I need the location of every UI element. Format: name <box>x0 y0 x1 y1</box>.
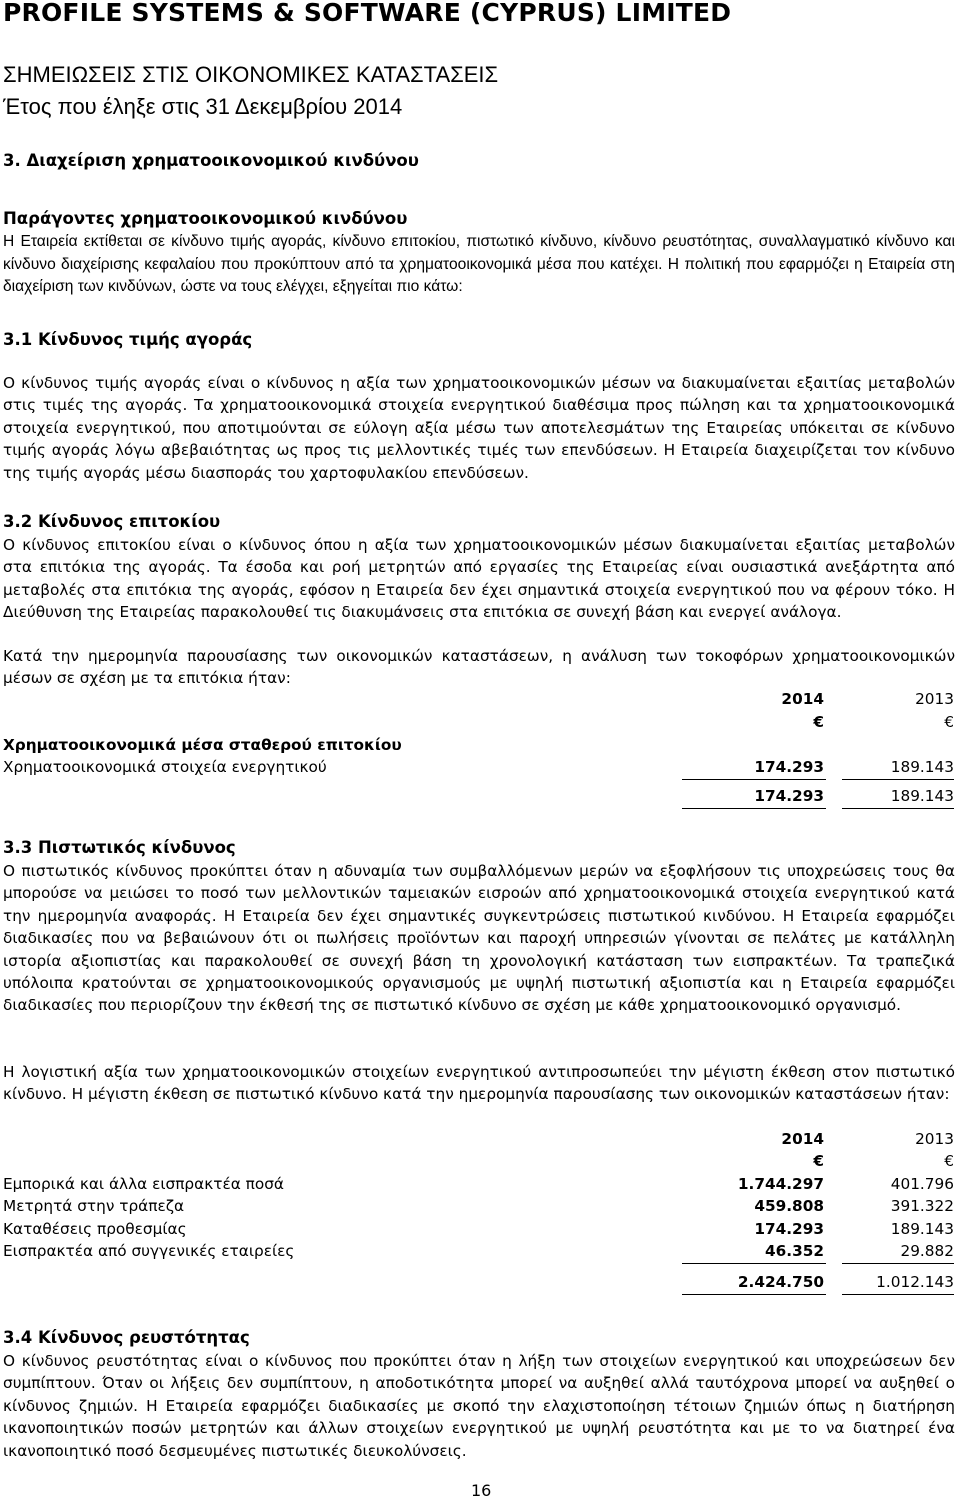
table-row-label: Εμπορικά και άλλα εισπρακτέα ποσά <box>3 1175 285 1193</box>
year-current-header: 2014 <box>781 690 824 708</box>
year-current-header: 2014 <box>781 1130 824 1148</box>
company-name: PROFILE SYSTEMS & SOFTWARE (CYPRUS) LIMITED <box>3 0 732 27</box>
table-row-label: Μετρητά στην τράπεζα <box>3 1197 185 1215</box>
section-3-4-body: Ο κίνδυνος ρευστότητας είναι ο κίνδυνος που προκύπτει όταν η λήξη των στοιχείων ενεργητικού και υποχρεώσεων δεν συμπίπτουν. Όταν οι λήξεις δεν συμπίπτουν, η αποδοτικότητα μπορεί να αυξηθεί αλλά ταυτόχρονα μπορεί να αυξηθεί ο κίνδυνος ζημιών. Η Εταιρεία εφαρμόζει διαδικασίες με σκοπό την ελαχιστοποίηση τέτοιων ζημιών όπως η διατήρηση ικανοποιητικών ποσών μετρητών και άλλων στοιχείων ενεργητικού με υψηλή ρευστότητα και με το να διατηρεί ένα ικανοποιητικό ποσό δεσμευμένες πιστωτικές διευκολύνσεις. <box>3 1352 955 1460</box>
period-line: Έτος που έληξε στις 31 Δεκεμβρίου 2014 <box>3 94 403 119</box>
section-3-1-title: 3.1 Κίνδυνος τιμής αγοράς <box>3 330 253 349</box>
table-row-prior: 29.882 <box>900 1242 954 1260</box>
table-row-current: 174.293 <box>754 758 824 776</box>
table-group-heading: Χρηματοοικονομικά μέσα σταθερού επιτοκίου <box>3 736 402 754</box>
table-row-label: Χρηματοοικονομικά στοιχεία ενεργητικού <box>3 758 327 776</box>
table-row-prior: 401.796 <box>890 1175 954 1193</box>
table-total-current: 174.293 <box>754 787 824 805</box>
currency-prior: € <box>944 713 954 731</box>
currency-current: € <box>813 713 824 731</box>
section-3-intro: Η Εταιρεία εκτίθεται σε κίνδυνο τιμής αγοράς, κίνδυνο επιτοκίου, πιστωτικό κίνδυνο, κίνδυνο ρευστότητας, συναλλαγματικό κίνδυνο και κίνδυνο διαχείρισης κεφαλαίου που προκύπτουν από τα χρηματοοικονομικά μέσα που κατέχει. Η πολιτική που εφαρμόζει η Εταιρεία στη διαχείριση των κινδύνων, ώστε να τους ελέγχει, εξηγείται πιο κάτω: <box>3 233 955 295</box>
row-underline-prior <box>842 1263 954 1264</box>
table-row-current: 174.293 <box>754 1220 824 1238</box>
total-underline-current <box>682 808 826 809</box>
section-3-4-title: 3.4 Κίνδυνος ρευστότητας <box>3 1328 250 1347</box>
section-3-3-body2: Η λογιστική αξία των χρηματοοικονομικών στοιχείων ενεργητικού αντιπροσωπεύει την μέγιστη έκθεση στον πιστωτικό κίνδυνο. Η μέγιστη έκθεση σε πιστωτικό κίνδυνο κατά την ημερομηνία παρουσίασης των οικονομικών καταστάσεων ήταν: <box>3 1063 955 1104</box>
currency-current: € <box>813 1152 824 1170</box>
page-number: 16 <box>471 1481 492 1500</box>
section-3-3-title: 3.3 Πιστωτικός κίνδυνος <box>3 838 236 857</box>
total-underline-prior <box>842 1294 954 1295</box>
table-row-label: Καταθέσεις προθεσμίας <box>3 1220 187 1238</box>
total-underline-current <box>682 1294 826 1295</box>
section-3-3-body: Ο πιστωτικός κίνδυνος προκύπτει όταν η αδυναμία των συμβαλλόμενων μερών να εξοφλήσουν τις υποχρεώσεις τους θα μπορούσε να μειώσει το ποσό των μελλοντικών ταμειακών εισροών από χρηματοοικονομικά στοιχεία ενεργητικού κατά την ημερομηνία αναφοράς. Η Εταιρεία δεν έχει σημαντικές συγκεντρώσεις πιστωτικού κινδύνου. Η Εταιρεία εφαρμόζει διαδικασίες που να βεβαιώνουν ότι οι πωλήσεις προϊόντων και παροχή υπηρεσιών γίνονται σε πελάτες με κατάλληλη ιστορία αξιοπιστίας και παρακολουθεί σε συνεχή βάση τη χρονολογική κατάσταση των εισπρακτέων. Τα τραπεζικά υπόλοιπα κρατούνται σε χρηματοοικονομικούς οργανισμούς με υψηλή πιστωτική αξιοπιστία και η Εταιρεία εφαρμόζει διαδικασίες που περιορίζουν την έκθεσή της σε πιστωτικό κίνδυνο σε σχέση με κάθε χρηματοοικονομικό οργανισμό. <box>3 862 955 1015</box>
table-row-current: 1.744.297 <box>737 1175 824 1193</box>
table-total-current: 2.424.750 <box>737 1273 824 1291</box>
section-3-2-body: Ο κίνδυνος επιτοκίου είναι ο κίνδυνος όπου η αξία των χρηματοοικονομικών μέσων διακυμαίνεται εξαιτίας μεταβολών στα επιτόκια της αγοράς. Τα έσοδα και ροή μετρητών από εργασίες της Εταιρείας είναι ουσιαστικά ανεξάρτητα από μεταβολές στα επιτόκια της αγοράς, εφόσον η Εταιρεία δεν έχει σημαντικά στοιχεία ενεργητικού που να φέρουν τόκο. Η Διεύθυνση της Εταιρείας παρακολουθεί τις διακυμάνσεις στα επιτόκια σε συνεχή βάση και ενεργεί ανάλογα. <box>3 536 955 622</box>
table-row-current: 46.352 <box>764 1242 824 1260</box>
section-3-1-body: Ο κίνδυνος τιμής αγοράς είναι ο κίνδυνος η αξία των χρηματοοικονομικών μέσων να διακυμαίνεται εξαιτίας μεταβολών στις τιμές της αγοράς. Τα χρηματοοικονομικά στοιχεία ενεργητικού διαθέσιμα προς πώληση και τα χρηματοοικονομικά στοιχεία ενεργητικού, που αποτιμούνται σε εύλογη αξία μέσω των αποτελεσμάτων της Εταιρείας υπόκειται σε κίνδυνο τιμής αγοράς λόγω αβεβαιότητας ως προς τις μελλοντικές τιμές των επενδύσεων. Η Εταιρεία διαχειρίζεται τον κίνδυνο της τιμής αγοράς μέσω διασποράς του χαρτοφυλακίου επενδύσεων. <box>3 374 955 482</box>
table-row-prior: 189.143 <box>890 1220 954 1238</box>
table-row-prior: 189.143 <box>890 758 954 776</box>
document-title: ΣΗΜΕΙΩΣΕΙΣ ΣΤΙΣ ΟΙΚΟΝΟΜΙΚΕΣ ΚΑΤΑΣΤΑΣΕΙΣ <box>3 62 499 87</box>
table-row-label: Εισπρακτέα από συγγενικές εταιρείες <box>3 1242 295 1260</box>
section-3-subtitle: Παράγοντες χρηματοοικονομικού κινδύνου <box>3 209 408 228</box>
section-3-2-title: 3.2 Κίνδυνος επιτοκίου <box>3 512 221 531</box>
section-3-title: 3. Διαχείριση χρηματοοικονομικού κινδύνου <box>3 151 419 170</box>
table-row-current: 459.808 <box>754 1197 824 1215</box>
table-row-prior: 391.322 <box>890 1197 954 1215</box>
currency-prior: € <box>944 1152 954 1170</box>
row-underline-current <box>682 1263 826 1264</box>
year-prior-header: 2013 <box>915 690 954 708</box>
year-prior-header: 2013 <box>915 1130 954 1148</box>
table-total-prior: 1.012.143 <box>876 1273 954 1291</box>
section-3-2-table-intro: Κατά την ημερομηνία παρουσίασης των οικονομικών καταστάσεων, η ανάλυση των τοκοφόρων χρηματοοικονομικών μέσων σε σχέση με τα επιτόκια ήταν: <box>3 647 955 688</box>
row-underline-current <box>682 779 826 780</box>
table-total-prior: 189.143 <box>890 787 954 805</box>
total-underline-prior <box>842 808 954 809</box>
row-underline-prior <box>842 779 954 780</box>
